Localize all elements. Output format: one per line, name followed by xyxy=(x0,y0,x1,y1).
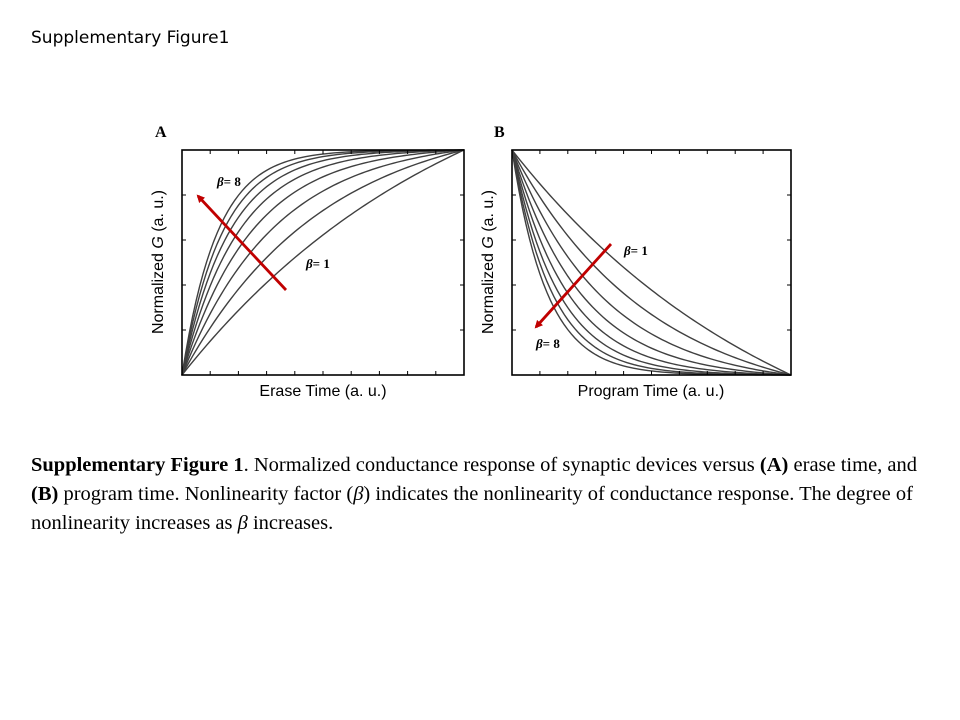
chart-panel-a xyxy=(150,150,464,400)
trend-arrow-a xyxy=(198,196,286,290)
y-axis-label-b: Normalized G (a. u.) xyxy=(480,189,497,335)
panel-label-a: A xyxy=(155,124,167,141)
beta-high-label-b: β= 8 xyxy=(536,336,560,351)
x-axis-label-b: Program Time (a. u.) xyxy=(577,383,725,400)
x-axis-label-a: Erase Time (a. u.) xyxy=(259,383,387,400)
panel-label-b: B xyxy=(494,124,505,141)
figure-caption: Supplementary Figure 1. Normalized conductance response of synaptic devices versus (A) erase time, and (B) program time. Nonlinearity factor (β) indicates the nonlinearity of conductance response. The degree of nonlinearity increases as β increases. xyxy=(31,454,918,534)
beta-low-label-a: β= 1 xyxy=(306,256,330,271)
beta-high-label-a: β= 8 xyxy=(217,174,241,189)
y-axis-label-a: Normalized G (a. u.) xyxy=(150,189,167,335)
chart-panel-b xyxy=(480,150,791,400)
slide-title: Supplementary Figure1 xyxy=(31,28,230,48)
beta-low-label-b: β= 1 xyxy=(624,243,648,258)
